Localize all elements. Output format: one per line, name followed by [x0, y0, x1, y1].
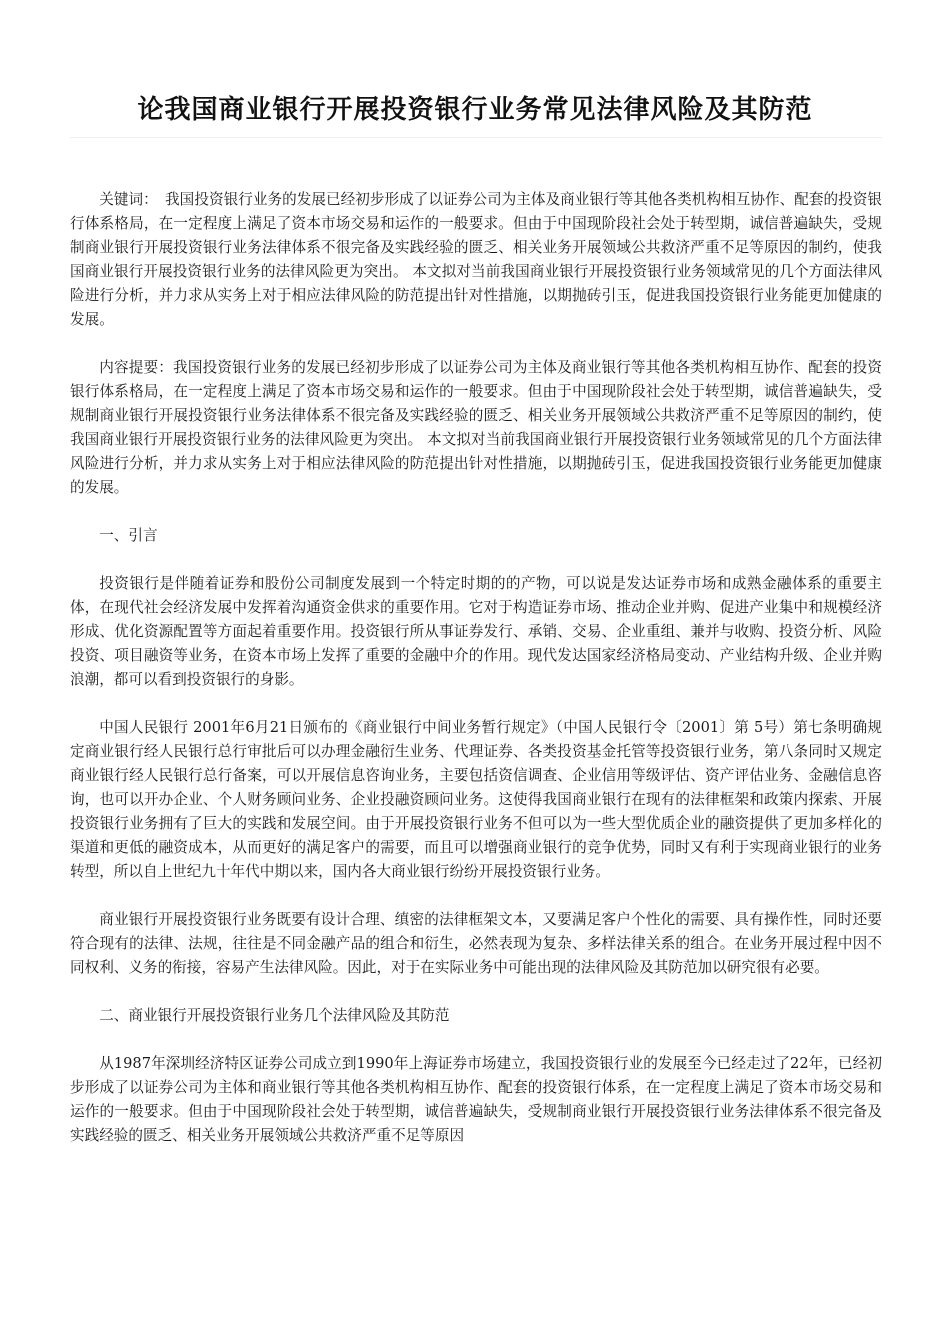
- body-paragraph: 从1987年深圳经济特区证券公司成立到1990年上海证券市场建立，我国投资银行业的发展至今已经走过了22年，已经初步形成了以证券公司为主体和商业银行等其他各类机构相互协作、配套的投资银行体系，在一定程度上满足了资本市场交易和运作的一般要求。但由于中国现阶段社会处于转型期，诚信普遍缺失，受规制商业银行开展投资银行业务法律体系不很完备及实践经验的匮乏、相关业务开展领域公共救济严重不足等原因: [70, 1055, 882, 1144]
- body-paragraph: 投资银行是伴随着证券和股份公司制度发展到一个特定时期的的产物，可以说是发达证券市场和成熟金融体系的重要主体，在现代社会经济发展中发挥着沟通资金供求的重要作用。它对于构造证券市场、推动企业并购、促进产业集中和规模经济形成、优化资源配置等方面起着重要作用。投资银行所从事证券发行、承销、交易、企业重组、兼并与收购、投资分析、风险投资、项目融资等业务，在资本市场上发挥了重要的金融中介的作用。现代发达国家经济格局变动、产业结构升级、企业并购浪潮，都可以看到投资银行的身影。: [70, 575, 882, 688]
- keywords-paragraph: 关键词： 我国投资银行业务的发展已经初步形成了以证券公司为主体及商业银行等其他各类机构相互协作、配套的投资银行体系格局，在一定程度上满足了资本市场交易和运作的一般要求。但由于中国现阶段社会处于转型期，诚信普遍缺失，受规制商业银行开展投资银行业务法律体系不很完备及实践经验的匮乏、相关业务开展领域公共救济严重不足等原因的制约，使我国商业银行开展投资银行业务的法律风险更为突出。 本文拟对当前我国商业银行开展投资银行业务领域常见的几个方面法律风险进行分析，并力求从实务上对于相应法律风险的防范提出针对性措施，以期抛砖引玉，促进我国投资银行业务能更加健康的发展。: [70, 191, 882, 328]
- section-heading-legal-risks: 二、商业银行开展投资银行业务几个法律风险及其防范: [99, 1007, 450, 1024]
- document-title: 论我国商业银行开展投资银行业务常见法律风险及其防范: [137, 95, 813, 125]
- body-paragraph: 中国人民银行 2001年6月21日颁布的《商业银行中间业务暂行规定》（中国人民银行令〔2001〕第 5号）第七条明确规定商业银行经人民银行总行审批后可以办理金融衍生业务、代理证券、各类投资基金托管等投资银行业务，第八条同时又规定商业银行经人民银行总行备案，可以开展信息咨询业务，主要包括资信调查、企业信用等级评估、资产评估业务、金融信息咨询，也可以开办企业、个人财务顾问业务、企业投融资顾问业务。这使得我国商业银行在现有的法律框架和政策内探索、开展投资银行业务拥有了巨大的实践和发展空间。由于开展投资银行业务不但可以为一些大型优质企业的融资提供了更加多样化的渠道和更低的融资成本，从而更好的满足客户的需要，而且可以增强商业银行的竞争优势，同时又有利于实现商业银行的业务转型，所以自上世纪九十年代中期以来，国内各大商业银行纷纷开展投资银行业务。: [70, 719, 882, 880]
- document-body: [70, 188, 882, 1172]
- body-paragraph: 商业银行开展投资银行业务既要有设计合理、缜密的法律框架文本，又要满足客户个性化的需要、具有操作性，同时还要符合现有的法律、法规，往往是不同金融产品的组合和衍生，必然表现为复杂、多样法律关系的组合。在业务开展过程中因不同权利、义务的衔接，容易产生法律风险。因此，对于在实际业务中可能出现的法律风险及其防范加以研究很有必要。: [70, 911, 882, 976]
- title-divider: [70, 137, 882, 138]
- abstract-paragraph: 内容提要：我国投资银行业务的发展已经初步形成了以证券公司为主体及商业银行等其他各类机构相互协作、配套的投资银行体系格局，在一定程度上满足了资本市场交易和运作的一般要求。但由于中国现阶段社会处于转型期，诚信普遍缺失，受规制商业银行开展投资银行业务法律体系不很完备及实践经验的匮乏、相关业务开展领域公共救济严重不足等原因的制约，使我国商业银行开展投资银行业务的法律风险更为突出。 本文拟对当前我国商业银行开展投资银行业务领域常见的几个方面法律风险进行分析，并力求从实务上对于相应法律风险的防范提出针对性措施，以期抛砖引玉，促进我国投资银行业务能更加健康的发展。: [70, 359, 882, 496]
- section-heading-introduction: 一、引言: [99, 527, 158, 544]
